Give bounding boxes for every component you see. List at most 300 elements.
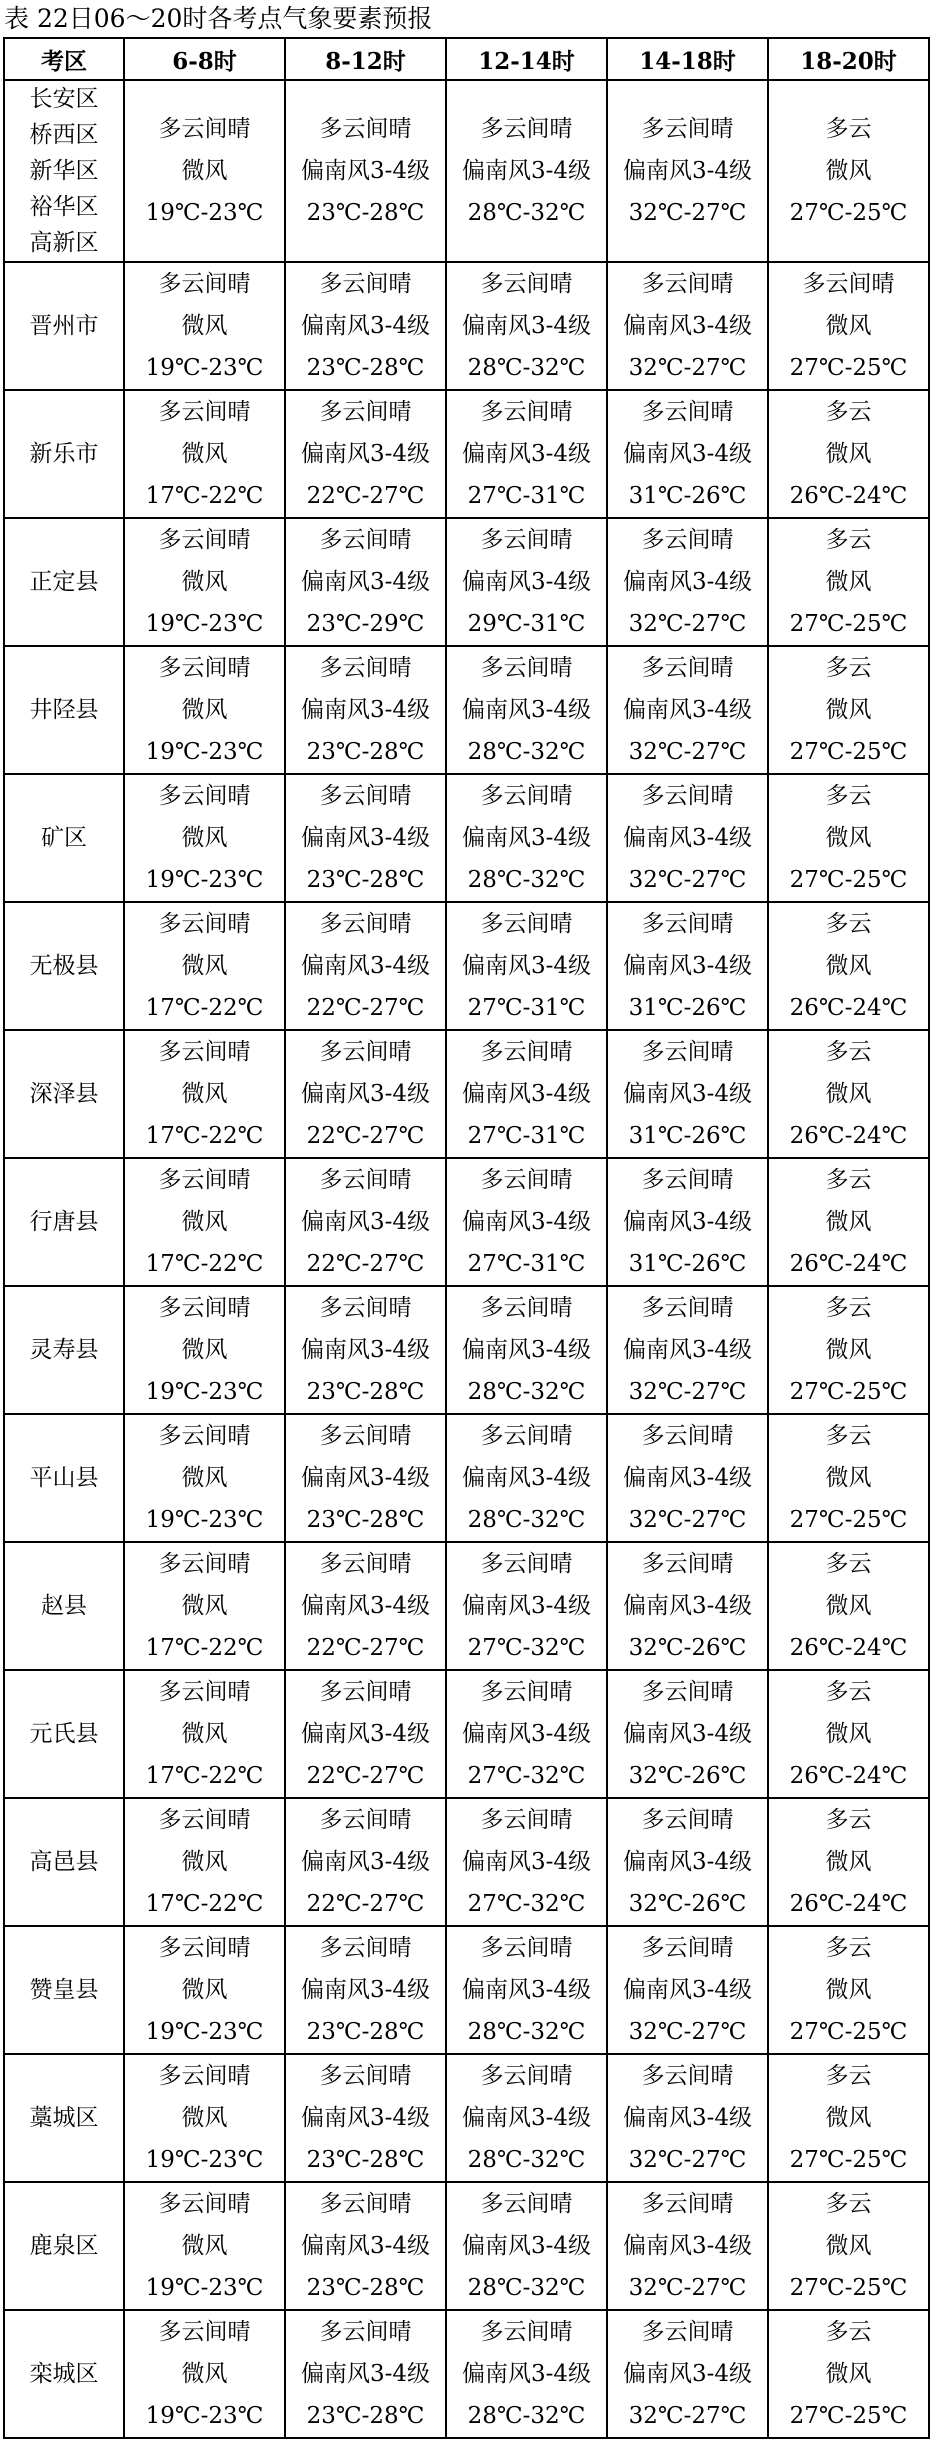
weather-text: 多云间晴 <box>319 2319 412 2345</box>
temperature-text: 23℃-28℃ <box>306 1507 425 1533</box>
table-header-row <box>4 38 929 80</box>
wind-text: 微风 <box>181 825 228 851</box>
temperature-text: 22℃-27℃ <box>306 483 425 509</box>
wind-text: 偏南风3-4级 <box>622 2233 753 2259</box>
wind-text: 偏南风3-4级 <box>622 441 753 467</box>
wind-text: 偏南风3-4级 <box>461 1721 592 1747</box>
wind-text: 微风 <box>825 313 872 339</box>
table-row <box>4 2310 929 2438</box>
weather-text: 多云间晴 <box>480 1039 573 1065</box>
temperature-text: 32℃-27℃ <box>628 2275 747 2301</box>
weather-text: 多云间晴 <box>319 1551 412 1577</box>
wind-text: 偏南风3-4级 <box>461 1977 592 2003</box>
weather-text: 多云间晴 <box>641 783 734 809</box>
wind-text: 微风 <box>181 1209 228 1235</box>
wind-text: 偏南风3-4级 <box>300 569 431 595</box>
weather-text: 多云间晴 <box>158 1679 251 1705</box>
forecast-cell-08-12 <box>285 80 446 262</box>
wind-text: 偏南风3-4级 <box>300 313 431 339</box>
wind-text: 偏南风3-4级 <box>461 953 592 979</box>
temperature-text: 19℃-23℃ <box>145 2275 264 2301</box>
wind-text: 偏南风3-4级 <box>461 313 592 339</box>
weather-text: 多云 <box>825 1423 872 1449</box>
weather-text: 多云间晴 <box>641 1679 734 1705</box>
forecast-cell-18-20 <box>768 2054 929 2182</box>
temperature-text: 32℃-27℃ <box>628 1379 747 1405</box>
area-name: 鹿泉区 <box>29 2233 99 2259</box>
wind-text: 偏南风3-4级 <box>300 1337 431 1363</box>
area-cell <box>4 80 124 262</box>
weather-text: 多云间晴 <box>319 911 412 937</box>
temperature-text: 28℃-32℃ <box>467 1379 586 1405</box>
area-cell <box>4 774 124 902</box>
forecast-cell-18-20 <box>768 1542 929 1670</box>
forecast-cell-14-18 <box>607 1542 768 1670</box>
area-cell <box>4 1542 124 1670</box>
wind-text: 偏南风3-4级 <box>461 441 592 467</box>
wind-text: 偏南风3-4级 <box>461 569 592 595</box>
wind-text: 偏南风3-4级 <box>300 825 431 851</box>
forecast-cell-18-20 <box>768 1030 929 1158</box>
weather-text: 多云间晴 <box>158 399 251 425</box>
forecast-cell-06-08 <box>124 390 285 518</box>
header-cell-18-20: 18-20时 <box>768 38 929 80</box>
temperature-text: 27℃-25℃ <box>789 611 908 637</box>
weather-text: 多云 <box>825 783 872 809</box>
wind-text: 微风 <box>825 697 872 723</box>
wind-text: 微风 <box>181 569 228 595</box>
forecast-cell-12-14 <box>446 518 607 646</box>
forecast-cell-14-18 <box>607 80 768 262</box>
weather-text: 多云间晴 <box>319 2063 412 2089</box>
area-name: 新华区 <box>29 158 99 184</box>
temperature-text: 27℃-31℃ <box>467 1251 586 1277</box>
wind-text: 偏南风3-4级 <box>461 1593 592 1619</box>
forecast-cell-08-12 <box>285 2310 446 2438</box>
temperature-text: 23℃-28℃ <box>306 739 425 765</box>
temperature-text: 31℃-26℃ <box>628 483 747 509</box>
table-row <box>4 1414 929 1542</box>
forecast-cell-06-08 <box>124 902 285 1030</box>
wind-text: 偏南风3-4级 <box>300 953 431 979</box>
weather-text: 多云间晴 <box>641 1167 734 1193</box>
weather-text: 多云间晴 <box>480 2191 573 2217</box>
wind-text: 微风 <box>825 2233 872 2259</box>
forecast-cell-08-12 <box>285 902 446 1030</box>
weather-text: 多云间晴 <box>641 527 734 553</box>
area-name: 高新区 <box>29 230 99 256</box>
area-name: 灵寿县 <box>29 1337 99 1363</box>
weather-text: 多云间晴 <box>641 2319 734 2345</box>
weather-text: 多云间晴 <box>158 911 251 937</box>
forecast-cell-18-20 <box>768 646 929 774</box>
temperature-text: 32℃-27℃ <box>628 2403 747 2429</box>
wind-text: 偏南风3-4级 <box>461 2361 592 2387</box>
forecast-cell-08-12 <box>285 518 446 646</box>
weather-text: 多云间晴 <box>158 2063 251 2089</box>
wind-text: 偏南风3-4级 <box>622 1465 753 1491</box>
weather-text: 多云间晴 <box>158 116 251 142</box>
forecast-cell-14-18 <box>607 518 768 646</box>
forecast-cell-18-20 <box>768 902 929 1030</box>
weather-text: 多云间晴 <box>319 1935 412 1961</box>
weather-text: 多云间晴 <box>641 1807 734 1833</box>
table-row <box>4 1926 929 2054</box>
wind-text: 偏南风3-4级 <box>461 1465 592 1491</box>
weather-text: 多云 <box>825 2319 872 2345</box>
forecast-cell-18-20 <box>768 774 929 902</box>
forecast-cell-06-08 <box>124 518 285 646</box>
forecast-cell-12-14 <box>446 262 607 390</box>
forecast-cell-08-12 <box>285 262 446 390</box>
wind-text: 微风 <box>181 2361 228 2387</box>
area-name: 赵县 <box>41 1593 87 1619</box>
temperature-text: 27℃-31℃ <box>467 995 586 1021</box>
forecast-cell-14-18 <box>607 1030 768 1158</box>
forecast-cell-14-18 <box>607 1670 768 1798</box>
table-row <box>4 262 929 390</box>
forecast-table <box>3 37 930 2439</box>
weather-text: 多云间晴 <box>319 1807 412 1833</box>
weather-text: 多云 <box>825 1807 872 1833</box>
temperature-text: 22℃-27℃ <box>306 1251 425 1277</box>
forecast-cell-14-18 <box>607 1286 768 1414</box>
weather-text: 多云间晴 <box>319 399 412 425</box>
wind-text: 偏南风3-4级 <box>622 1337 753 1363</box>
forecast-cell-18-20 <box>768 2310 929 2438</box>
wind-text: 微风 <box>825 1977 872 2003</box>
temperature-text: 19℃-23℃ <box>145 355 264 381</box>
wind-text: 微风 <box>181 313 228 339</box>
temperature-text: 23℃-28℃ <box>306 2147 425 2173</box>
wind-text: 偏南风3-4级 <box>300 1721 431 1747</box>
weather-text: 多云间晴 <box>641 399 734 425</box>
wind-text: 微风 <box>825 1593 872 1619</box>
temperature-text: 26℃-24℃ <box>789 1891 908 1917</box>
weather-text: 多云间晴 <box>480 399 573 425</box>
temperature-text: 22℃-27℃ <box>306 1763 425 1789</box>
table-caption: 表 22日06～20时各考点气象要素预报 <box>4 4 433 33</box>
wind-text: 微风 <box>181 2105 228 2131</box>
wind-text: 微风 <box>181 1593 228 1619</box>
wind-text: 偏南风3-4级 <box>461 697 592 723</box>
table-row <box>4 1286 929 1414</box>
forecast-cell-08-12 <box>285 1158 446 1286</box>
area-cell <box>4 1798 124 1926</box>
area-cell <box>4 262 124 390</box>
temperature-text: 27℃-25℃ <box>789 2147 908 2173</box>
weather-text: 多云间晴 <box>319 1295 412 1321</box>
table-body <box>4 80 929 2438</box>
wind-text: 偏南风3-4级 <box>622 1977 753 2003</box>
forecast-cell-14-18 <box>607 646 768 774</box>
forecast-cell-18-20 <box>768 1798 929 1926</box>
weather-text: 多云间晴 <box>480 116 573 142</box>
weather-text: 多云 <box>825 1295 872 1321</box>
temperature-text: 27℃-32℃ <box>467 1763 586 1789</box>
temperature-text: 27℃-25℃ <box>789 1507 908 1533</box>
forecast-cell-14-18 <box>607 2182 768 2310</box>
header-cell-14-18: 14-18时 <box>607 38 768 80</box>
weather-text: 多云间晴 <box>480 783 573 809</box>
weather-text: 多云间晴 <box>319 1423 412 1449</box>
forecast-cell-08-12 <box>285 1030 446 1158</box>
temperature-text: 23℃-28℃ <box>306 2275 425 2301</box>
weather-text: 多云间晴 <box>158 783 251 809</box>
area-name: 藁城区 <box>29 2105 99 2131</box>
weather-text: 多云 <box>825 1935 872 1961</box>
wind-text: 偏南风3-4级 <box>622 569 753 595</box>
wind-text: 微风 <box>181 1849 228 1875</box>
forecast-cell-18-20 <box>768 1286 929 1414</box>
weather-text: 多云间晴 <box>319 783 412 809</box>
wind-text: 微风 <box>825 2105 872 2131</box>
wind-text: 偏南风3-4级 <box>461 1849 592 1875</box>
temperature-text: 19℃-23℃ <box>145 2147 264 2173</box>
wind-text: 微风 <box>825 1465 872 1491</box>
wind-text: 微风 <box>181 1721 228 1747</box>
area-name: 裕华区 <box>29 194 99 220</box>
forecast-cell-06-08 <box>124 262 285 390</box>
area-cell <box>4 2054 124 2182</box>
weather-text: 多云间晴 <box>319 2191 412 2217</box>
weather-text: 多云间晴 <box>480 1423 573 1449</box>
area-name: 矿区 <box>41 825 87 851</box>
area-name: 井陉县 <box>29 697 99 723</box>
forecast-cell-08-12 <box>285 1414 446 1542</box>
wind-text: 偏南风3-4级 <box>461 158 592 184</box>
weather-text: 多云间晴 <box>158 1807 251 1833</box>
forecast-cell-12-14 <box>446 1542 607 1670</box>
table-row <box>4 2182 929 2310</box>
weather-text: 多云间晴 <box>319 527 412 553</box>
weather-text: 多云间晴 <box>641 655 734 681</box>
forecast-cell-12-14 <box>446 646 607 774</box>
forecast-cell-18-20 <box>768 518 929 646</box>
forecast-cell-12-14 <box>446 902 607 1030</box>
weather-text: 多云间晴 <box>480 1935 573 1961</box>
weather-text: 多云间晴 <box>319 655 412 681</box>
temperature-text: 28℃-32℃ <box>467 867 586 893</box>
area-cell <box>4 518 124 646</box>
wind-text: 偏南风3-4级 <box>622 1209 753 1235</box>
weather-text: 多云间晴 <box>158 1167 251 1193</box>
wind-text: 偏南风3-4级 <box>622 953 753 979</box>
weather-text: 多云间晴 <box>641 1935 734 1961</box>
area-cell <box>4 1030 124 1158</box>
weather-text: 多云间晴 <box>641 1423 734 1449</box>
area-name: 栾城区 <box>29 2361 99 2387</box>
forecast-cell-08-12 <box>285 1798 446 1926</box>
temperature-text: 19℃-23℃ <box>145 1379 264 1405</box>
temperature-text: 32℃-27℃ <box>628 611 747 637</box>
wind-text: 偏南风3-4级 <box>461 2105 592 2131</box>
forecast-cell-12-14 <box>446 1414 607 1542</box>
weather-text: 多云间晴 <box>158 1423 251 1449</box>
weather-text: 多云间晴 <box>158 655 251 681</box>
forecast-cell-06-08 <box>124 646 285 774</box>
header-cell-08-12: 8-12时 <box>285 38 446 80</box>
table-row <box>4 1030 929 1158</box>
forecast-cell-14-18 <box>607 1158 768 1286</box>
temperature-text: 26℃-24℃ <box>789 1763 908 1789</box>
temperature-text: 27℃-32℃ <box>467 1635 586 1661</box>
weather-text: 多云间晴 <box>480 911 573 937</box>
wind-text: 偏南风3-4级 <box>300 1977 431 2003</box>
forecast-cell-06-08 <box>124 1030 285 1158</box>
weather-text: 多云间晴 <box>641 911 734 937</box>
weather-text: 多云间晴 <box>158 1551 251 1577</box>
forecast-cell-12-14 <box>446 80 607 262</box>
forecast-cell-06-08 <box>124 774 285 902</box>
forecast-cell-12-14 <box>446 1670 607 1798</box>
area-name: 元氏县 <box>29 1721 99 1747</box>
weather-text: 多云间晴 <box>480 1679 573 1705</box>
forecast-cell-08-12 <box>285 1542 446 1670</box>
temperature-text: 19℃-23℃ <box>145 2403 264 2429</box>
forecast-cell-12-14 <box>446 1030 607 1158</box>
forecast-cell-14-18 <box>607 774 768 902</box>
wind-text: 偏南风3-4级 <box>461 825 592 851</box>
table-row <box>4 902 929 1030</box>
table-row <box>4 80 929 262</box>
header-cell-06-08: 6-8时 <box>124 38 285 80</box>
weather-text: 多云 <box>825 1167 872 1193</box>
weather-text: 多云 <box>825 116 872 142</box>
wind-text: 偏南风3-4级 <box>461 2233 592 2259</box>
weather-text: 多云间晴 <box>158 1039 251 1065</box>
table-row <box>4 646 929 774</box>
area-name: 行唐县 <box>29 1209 99 1235</box>
temperature-text: 32℃-26℃ <box>628 1635 747 1661</box>
weather-text: 多云 <box>825 911 872 937</box>
temperature-text: 31℃-26℃ <box>628 995 747 1021</box>
wind-text: 微风 <box>825 1849 872 1875</box>
forecast-cell-06-08 <box>124 2310 285 2438</box>
temperature-text: 32℃-27℃ <box>628 2019 747 2045</box>
forecast-cell-08-12 <box>285 1286 446 1414</box>
wind-text: 偏南风3-4级 <box>622 1081 753 1107</box>
header-cell-12-14: 12-14时 <box>446 38 607 80</box>
table-row <box>4 2054 929 2182</box>
weather-text: 多云 <box>825 655 872 681</box>
temperature-text: 23℃-28℃ <box>306 200 425 226</box>
area-name: 深泽县 <box>29 1081 99 1107</box>
temperature-text: 27℃-31℃ <box>467 483 586 509</box>
forecast-cell-06-08 <box>124 1414 285 1542</box>
temperature-text: 32℃-27℃ <box>628 867 747 893</box>
temperature-text: 32℃-26℃ <box>628 1763 747 1789</box>
wind-text: 偏南风3-4级 <box>300 1849 431 1875</box>
wind-text: 偏南风3-4级 <box>300 1465 431 1491</box>
forecast-cell-12-14 <box>446 1158 607 1286</box>
temperature-text: 23℃-28℃ <box>306 867 425 893</box>
forecast-cell-18-20 <box>768 390 929 518</box>
weather-text: 多云 <box>825 1039 872 1065</box>
forecast-cell-12-14 <box>446 2182 607 2310</box>
wind-text: 偏南风3-4级 <box>300 1209 431 1235</box>
wind-text: 偏南风3-4级 <box>622 1721 753 1747</box>
wind-text: 偏南风3-4级 <box>300 1081 431 1107</box>
wind-text: 微风 <box>825 158 872 184</box>
wind-text: 微风 <box>825 1081 872 1107</box>
area-cell <box>4 2182 124 2310</box>
wind-text: 微风 <box>181 1977 228 2003</box>
temperature-text: 26℃-24℃ <box>789 995 908 1021</box>
temperature-text: 19℃-23℃ <box>145 867 264 893</box>
weather-text: 多云间晴 <box>158 2191 251 2217</box>
weather-text: 多云间晴 <box>319 1039 412 1065</box>
temperature-text: 26℃-24℃ <box>789 1123 908 1149</box>
temperature-text: 32℃-26℃ <box>628 1891 747 1917</box>
weather-text: 多云间晴 <box>480 655 573 681</box>
forecast-cell-06-08 <box>124 1926 285 2054</box>
wind-text: 偏南风3-4级 <box>622 2361 753 2387</box>
table-row <box>4 1798 929 1926</box>
weather-text: 多云 <box>825 1679 872 1705</box>
temperature-text: 27℃-25℃ <box>789 739 908 765</box>
weather-text: 多云间晴 <box>480 1167 573 1193</box>
weather-text: 多云间晴 <box>641 1039 734 1065</box>
temperature-text: 28℃-32℃ <box>467 1507 586 1533</box>
wind-text: 偏南风3-4级 <box>622 1849 753 1875</box>
temperature-text: 27℃-25℃ <box>789 200 908 226</box>
wind-text: 偏南风3-4级 <box>622 158 753 184</box>
temperature-text: 19℃-23℃ <box>145 1507 264 1533</box>
area-name: 赞皇县 <box>29 1977 99 2003</box>
wind-text: 偏南风3-4级 <box>622 825 753 851</box>
temperature-text: 28℃-32℃ <box>467 739 586 765</box>
temperature-text: 23℃-28℃ <box>306 2019 425 2045</box>
table-row <box>4 774 929 902</box>
area-cell <box>4 1926 124 2054</box>
temperature-text: 27℃-25℃ <box>789 867 908 893</box>
weather-text: 多云间晴 <box>641 2063 734 2089</box>
forecast-cell-06-08 <box>124 1158 285 1286</box>
area-cell <box>4 1670 124 1798</box>
weather-text: 多云间晴 <box>480 527 573 553</box>
wind-text: 微风 <box>181 953 228 979</box>
forecast-cell-08-12 <box>285 774 446 902</box>
forecast-cell-06-08 <box>124 2182 285 2310</box>
area-name: 晋州市 <box>29 313 99 339</box>
weather-text: 多云间晴 <box>480 2063 573 2089</box>
wind-text: 微风 <box>825 2361 872 2387</box>
area-cell <box>4 2310 124 2438</box>
forecast-cell-12-14 <box>446 1798 607 1926</box>
forecast-cell-06-08 <box>124 80 285 262</box>
temperature-text: 23℃-29℃ <box>306 611 425 637</box>
forecast-cell-12-14 <box>446 1286 607 1414</box>
area-cell <box>4 1414 124 1542</box>
wind-text: 微风 <box>825 825 872 851</box>
forecast-cell-06-08 <box>124 1542 285 1670</box>
temperature-text: 31℃-26℃ <box>628 1251 747 1277</box>
wind-text: 微风 <box>825 1721 872 1747</box>
wind-text: 微风 <box>181 441 228 467</box>
temperature-text: 17℃-22℃ <box>145 1891 264 1917</box>
area-name: 桥西区 <box>29 122 99 148</box>
wind-text: 微风 <box>181 1081 228 1107</box>
wind-text: 偏南风3-4级 <box>300 441 431 467</box>
temperature-text: 22℃-27℃ <box>306 1635 425 1661</box>
table-row <box>4 1670 929 1798</box>
temperature-text: 28℃-32℃ <box>467 2019 586 2045</box>
temperature-text: 32℃-27℃ <box>628 739 747 765</box>
weather-text: 多云间晴 <box>158 527 251 553</box>
area-name: 正定县 <box>29 569 99 595</box>
temperature-text: 27℃-25℃ <box>789 355 908 381</box>
